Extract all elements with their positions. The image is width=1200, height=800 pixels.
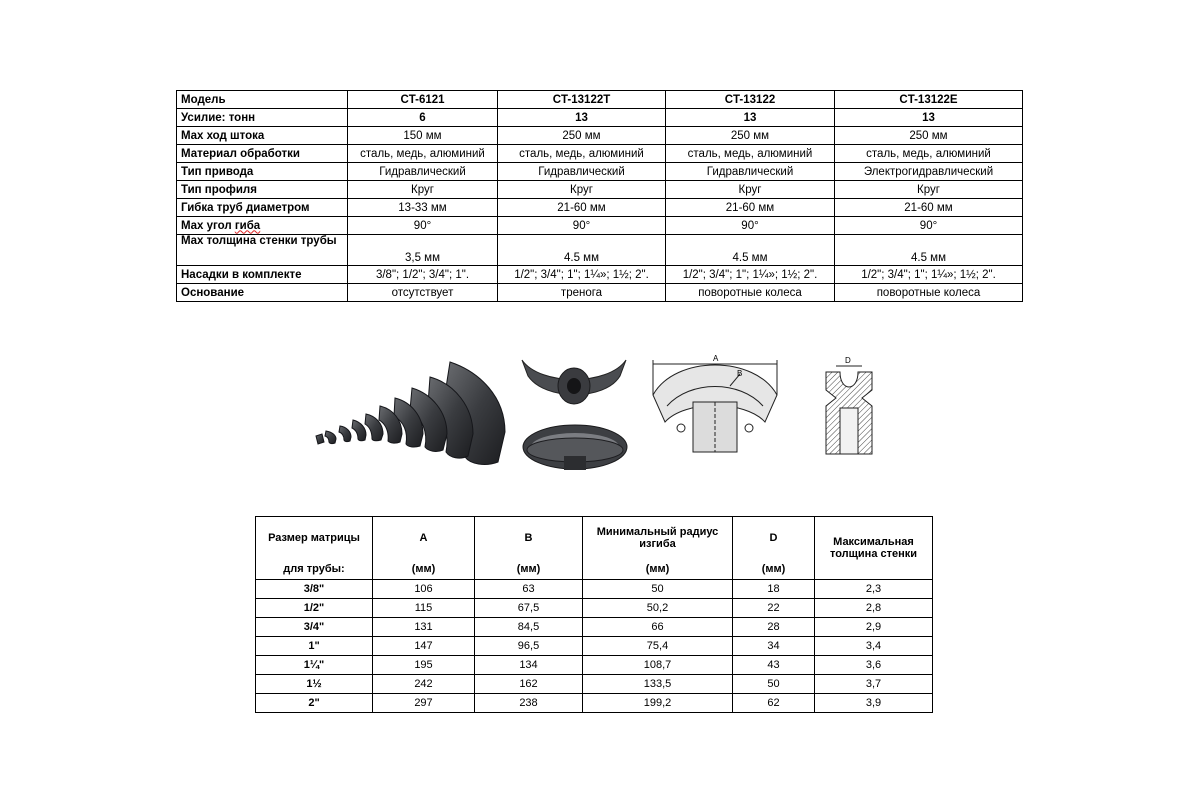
bolt-hole [745,424,753,432]
spec-label: Тип профиля [177,181,348,199]
bolt-hole [677,424,685,432]
section-bore [840,408,858,454]
unit-mm: (мм) [373,559,475,580]
die-top-photo [520,356,628,411]
spec-label: Усилие: тонн [177,109,348,127]
die-value-cell: 115 [373,599,475,618]
die-value-cell: 63 [475,580,583,599]
die-value-cell: 147 [373,637,475,656]
die-value-cell: 2,3 [815,580,933,599]
die-value-cell: 297 [373,694,475,713]
spec-row [177,127,1023,145]
die-row [256,599,933,618]
die-value-cell: 2,8 [815,599,933,618]
spec-value: 13 [666,109,835,127]
spec-value: сталь, медь, алюминий [835,145,1023,163]
die-row [256,637,933,656]
spec-value: Круг [498,181,666,199]
spec-row [177,163,1023,181]
unit-mm: (мм) [733,559,815,580]
spec-value: 13 [835,109,1023,127]
die-value-cell: 3,9 [815,694,933,713]
die-row [256,656,933,675]
spec-value: 250 мм [666,127,835,145]
spec-row [177,266,1023,284]
die-row [256,580,933,599]
die-value-cell: 18 [733,580,815,599]
die-stack [316,362,505,464]
die-value-cell: 96,5 [475,637,583,656]
spec-header-label: Модель [177,91,348,109]
die-value-cell: 62 [733,694,815,713]
spec-row [177,235,1023,266]
die-value-cell: 199,2 [583,694,733,713]
spec-label: Тип привода [177,163,348,181]
spec-row [177,145,1023,163]
dimension-b-label: B [737,369,743,378]
die-value-cell: 43 [733,656,815,675]
spec-value: 90° [835,217,1023,235]
spec-value: 13 [498,109,666,127]
dies-header-row [256,517,933,560]
spec-value: сталь, медь, алюминий [666,145,835,163]
spec-value: тренога [498,284,666,302]
die-row [256,694,933,713]
spec-value: отсутствует [348,284,498,302]
spec-value: 90° [498,217,666,235]
model-name: CT-13122E [835,91,1023,109]
spec-value: Электрогидравлический [835,163,1023,181]
die-size-cell: 3/8" [256,580,373,599]
die-value-cell: 3,4 [815,637,933,656]
spec-value: 4.5 мм [666,235,835,266]
die-value-cell: 28 [733,618,815,637]
spec-value: 90° [348,217,498,235]
spec-value: сталь, медь, алюминий [498,145,666,163]
model-name: CT-13122T [498,91,666,109]
die-size-cell: 1" [256,637,373,656]
spec-label: Max угол гиба [177,217,348,235]
spec-row [177,181,1023,199]
spec-header-row [177,91,1023,109]
spec-label: Гибка труб диаметром [177,199,348,217]
spec-value: 90° [666,217,835,235]
spec-value: Гидравлический [666,163,835,181]
header-max-wall: Максимальная толщина стенки [815,517,933,580]
spec-value: Гидравлический [348,163,498,181]
die-value-cell: 75,4 [583,637,733,656]
die-value-cell: 50,2 [583,599,733,618]
die-value-cell: 131 [373,618,475,637]
die-value-cell: 34 [733,637,815,656]
die-top-bore [567,378,581,394]
spec-value: 21-60 мм [498,199,666,217]
spec-value: 250 мм [835,127,1023,145]
spec-value: поворотные колеса [835,284,1023,302]
die-side-photo [520,420,630,475]
header-for-pipe: для трубы: [256,559,373,580]
model-name: CT-13122 [666,91,835,109]
unit-mm: (мм) [475,559,583,580]
header-d: D [733,517,815,560]
die-value-cell: 22 [733,599,815,618]
dimension-a-label: A [713,354,719,363]
die-side-hub [564,456,586,470]
die-value-cell: 50 [583,580,733,599]
spec-value: Круг [348,181,498,199]
spec-label: Материал обработки [177,145,348,163]
spec-value: 21-60 мм [835,199,1023,217]
spec-value: 3/8"; 1/2"; 3/4"; 1". [348,266,498,284]
header-die-size: Размер матрицы [256,517,373,560]
die-section-d [818,352,880,462]
die-value-cell: 242 [373,675,475,694]
spec-value: 3,5 мм [348,235,498,266]
die-size-cell: 1/2" [256,599,373,618]
spec-value: 13-33 мм [348,199,498,217]
die-value-cell: 50 [733,675,815,694]
spec-label: Max толщина стенки трубы [177,235,348,266]
nested-dies-photo [310,352,515,472]
header-b: B [475,517,583,560]
model-name: CT-6121 [348,91,498,109]
die-row [256,618,933,637]
die-size-cell: 1¼" [256,656,373,675]
die-value-cell: 195 [373,656,475,675]
spec-label: Насадки в комплекте [177,266,348,284]
spec-row [177,217,1023,235]
die-value-cell: 84,5 [475,618,583,637]
spec-value: 4.5 мм [835,235,1023,266]
header-min-radius: Минимальный радиус изгиба [583,517,733,560]
die-size-cell: 1½ [256,675,373,694]
die-row [256,675,933,694]
spec-row [177,284,1023,302]
dies-table [255,516,933,713]
unit-mm: (мм) [583,559,733,580]
spec-value: Круг [835,181,1023,199]
spec-table [176,90,1023,302]
spec-value: 1/2"; 3/4"; 1"; 1¼»; 1½; 2". [498,266,666,284]
spec-value: поворотные колеса [666,284,835,302]
spec-value: 250 мм [498,127,666,145]
spec-label: Основание [177,284,348,302]
spec-value: 6 [348,109,498,127]
header-a: A [373,517,475,560]
die-value-cell: 67,5 [475,599,583,618]
spec-value: сталь, медь, алюминий [348,145,498,163]
spec-label: Max ход штока [177,127,348,145]
die-value-cell: 238 [475,694,583,713]
die-value-cell: 108,7 [583,656,733,675]
die-value-cell: 66 [583,618,733,637]
die-value-cell: 3,6 [815,656,933,675]
spec-value: 1/2"; 3/4"; 1"; 1¼»; 1½; 2". [666,266,835,284]
die-value-cell: 106 [373,580,475,599]
die-size-cell: 3/4" [256,618,373,637]
die-value-cell: 134 [475,656,583,675]
die-size-cell: 2" [256,694,373,713]
spec-row [177,199,1023,217]
die-drawing-ab [645,350,785,465]
spec-value: 21-60 мм [666,199,835,217]
die-value-cell: 162 [475,675,583,694]
die-value-cell: 133,5 [583,675,733,694]
spec-value: Круг [666,181,835,199]
spec-value: 4.5 мм [498,235,666,266]
spec-value: 150 мм [348,127,498,145]
spec-value: 1/2"; 3/4"; 1"; 1¼»; 1½; 2". [835,266,1023,284]
die-value-cell: 3,7 [815,675,933,694]
spec-row [177,109,1023,127]
die-value-cell: 2,9 [815,618,933,637]
dimension-d-label: D [845,356,851,365]
spec-value: Гидравлический [498,163,666,181]
